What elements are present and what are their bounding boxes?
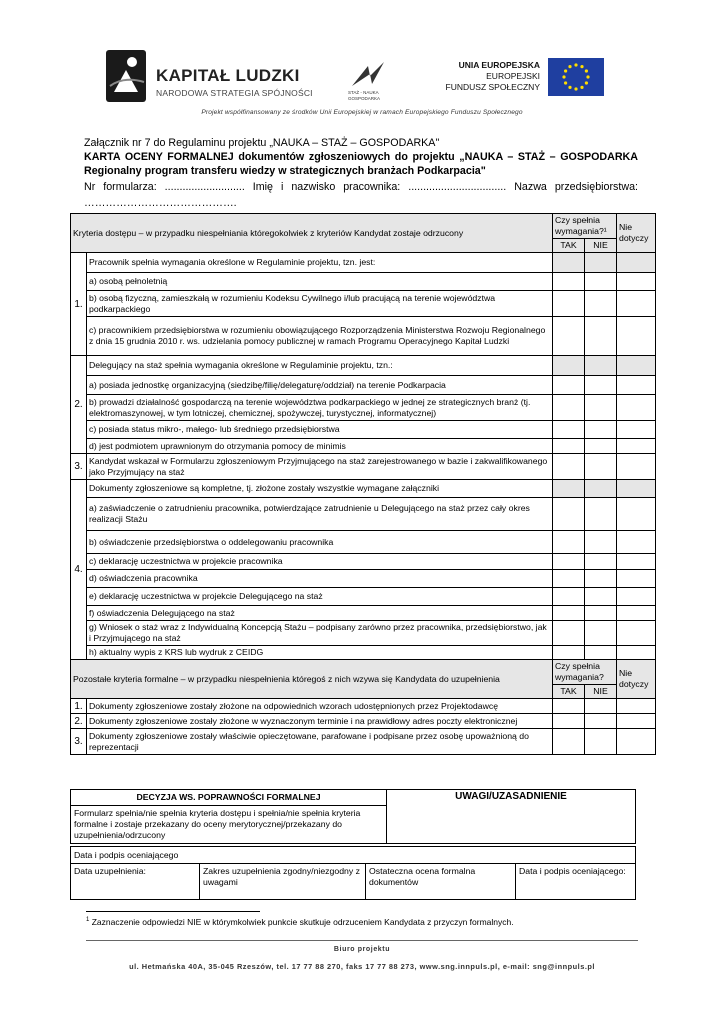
checkbox-tak[interactable] <box>553 421 585 439</box>
project-arrow-icon <box>348 58 388 90</box>
group2-item-c: c) posiada status mikro-, małego- lub średniego przedsiębiorstwa <box>87 421 553 439</box>
project-logo-text1: STAŻ - NAUKA <box>348 90 379 95</box>
checkbox-na[interactable] <box>617 273 656 291</box>
group1-lead-na <box>617 253 656 273</box>
group4-number: 4. <box>71 480 87 660</box>
checkbox-nie[interactable] <box>585 588 617 606</box>
group4-lead-tak <box>553 480 585 498</box>
checkbox-nie[interactable] <box>585 291 617 317</box>
checkbox-tak[interactable] <box>553 439 585 454</box>
date-completion-field[interactable]: Data uzupełnienia: <box>71 864 200 900</box>
checkbox-na[interactable] <box>617 439 656 454</box>
checkbox-na[interactable] <box>617 291 656 317</box>
eu-line-1: UNIA EUROPEJSKA <box>458 60 540 70</box>
group3-number: 3. <box>71 454 87 480</box>
tak-header: TAK <box>553 239 585 253</box>
cofinancing-note: Projekt współfinansowany ze środków Unii Europejskiej w ramach Europejskiego Funduszu Społecznego <box>201 109 523 116</box>
checkbox-nie[interactable] <box>585 454 617 480</box>
meets-header: Czy spełnia wymagania?¹ <box>553 214 617 239</box>
checkbox-na[interactable] <box>617 554 656 570</box>
group4-lead-nie <box>585 480 617 498</box>
checkbox-tak[interactable] <box>553 498 585 531</box>
kapital-ludzki-logo <box>104 46 319 110</box>
card-title-line2: Regionalny program transferu wiedzy w strategicznych branżach Podkarpacia" <box>84 165 486 177</box>
final-rating-field[interactable]: Ostateczna ocena formalna dokumentów <box>366 864 516 900</box>
section2-header: Pozostałe kryteria formalne – w przypadku niespełnienia któregoś z nich wzywa się Kandydata do uzupełnienia <box>71 660 553 699</box>
nie-header: NIE <box>585 239 617 253</box>
checkbox-tak[interactable] <box>553 531 585 554</box>
checkbox-tak[interactable] <box>553 606 585 621</box>
group1-number: 1. <box>71 253 87 356</box>
decision-text: Formularz spełnia/nie spełnia kryteria dostępu i spełnia/nie spełnia kryteria formalne i zostaje przekazany do oceny merytorycznej/przekazany do uzupełnienia/odrzucony <box>71 806 387 844</box>
group4-item-d: d) oświadczenia pracownika <box>87 570 553 588</box>
group2-lead-na <box>617 356 656 376</box>
group4-item-a: a) zaświadczenie o zatrudnieniu pracownika, potwierdzające zatrudnienie u Delegującego na staż przez cały okres realizacji Stażu <box>87 498 553 531</box>
scope-completion-field[interactable]: Zakres uzupełnienia zgodny/niezgodny z uwagami <box>200 864 366 900</box>
checkbox-tak[interactable] <box>553 699 585 714</box>
checkbox-na[interactable] <box>617 621 656 646</box>
checkbox-nie[interactable] <box>585 729 617 755</box>
group1-lead-tak <box>553 253 585 273</box>
checkbox-na[interactable] <box>617 729 656 755</box>
group2-lead-nie <box>585 356 617 376</box>
decision-table <box>70 789 636 844</box>
checkbox-na[interactable] <box>617 395 656 421</box>
project-logo-text2: GOSPODARKA <box>348 96 381 101</box>
form-fields-line: Nr formularza: ........................... Imię i nazwisko pracownika: ................................. Nazwa przedsiębiorstwa: <box>84 181 638 193</box>
other3-number: 3. <box>71 729 87 755</box>
na2-header: Nie dotyczy <box>617 660 656 699</box>
checkbox-tak[interactable] <box>553 454 585 480</box>
checkbox-tak[interactable] <box>553 291 585 317</box>
checkbox-nie[interactable] <box>585 439 617 454</box>
checkbox-nie[interactable] <box>585 498 617 531</box>
group2-item-d: d) jest podmiotem uprawnionym do otrzymania pomocy de minimis <box>87 439 553 454</box>
group4-item-e: e) deklarację uczestnictwa w projekcie Delegującego na staż <box>87 588 553 606</box>
group2-number: 2. <box>71 356 87 454</box>
section1-header: Kryteria dostępu – w przypadku niespełniania któregokolwiek z kryteriów Kandydat zostaje odrzucony <box>71 214 553 253</box>
checkbox-na[interactable] <box>617 376 656 395</box>
group4-item-c: c) deklarację uczestnictwa w projekcie pracownika <box>87 554 553 570</box>
group4-lead-na <box>617 480 656 498</box>
group1-lead: Pracownik spełnia wymagania określone w Regulaminie projektu, tzn. jest: <box>87 253 553 273</box>
checkbox-tak[interactable] <box>553 729 585 755</box>
other2-number: 2. <box>71 714 87 729</box>
checkbox-nie[interactable] <box>585 699 617 714</box>
footer-divider <box>86 940 638 941</box>
checkbox-tak[interactable] <box>553 317 585 356</box>
checkbox-nie[interactable] <box>585 554 617 570</box>
date-sign2-field[interactable]: Data i podpis oceniającego: <box>516 864 636 900</box>
group1-lead-nie <box>585 253 617 273</box>
group1-item-b: b) osobą fizyczną, zamieszkałą w rozumieniu Kodeksu Cywilnego i/lub pracującą na terenie województwa podkarpackiego <box>87 291 553 317</box>
checkbox-tak[interactable] <box>553 273 585 291</box>
checkbox-na[interactable] <box>617 531 656 554</box>
checkbox-na[interactable] <box>617 570 656 588</box>
checkbox-na[interactable] <box>617 454 656 480</box>
card-title-line1: KARTA OCENY FORMALNEJ dokumentów zgłoszeniowych do projektu „NAUKA – STAŻ – GOSPODARKA <box>84 151 638 163</box>
group4-lead: Dokumenty zgłoszeniowe są kompletne, tj. złożone zostały wszystkie wymagane załączniki <box>87 480 553 498</box>
group4-item-b: b) oświadczenie przedsiębiorstwa o oddelegowaniu pracownika <box>87 531 553 554</box>
checkbox-na[interactable] <box>617 699 656 714</box>
checkbox-tak[interactable] <box>553 714 585 729</box>
footer-address: ul. Hetmańska 40A, 35-045 Rzeszów, tel. 17 77 88 270, faks 17 77 88 273, www.sng.innpuls.pl, e-mail: sng@innpuls.pl <box>129 962 595 971</box>
checkbox-nie[interactable] <box>585 317 617 356</box>
signature-table <box>70 846 636 900</box>
group2-lead-tak <box>553 356 585 376</box>
group4-item-f: f) oświadczenia Delegującego na staż <box>87 606 553 621</box>
group1-item-c: c) pracownikiem przedsiębiorstwa w rozumieniu obowiązującego Rozporządzenia Ministerstwa Rozwoju Regionalnego z dnia 15 grudnia 2010 r. ws. udzielania pomocy publicznej w ramach Programu Operacyjnego Kapitał Ludzki <box>87 317 553 356</box>
meets2-header: Czy spełnia wymagania? <box>553 660 617 685</box>
kapital-ludzki-title: KAPITAŁ LUDZKI <box>156 66 300 85</box>
group2-lead: Delegujący na staż spełnia wymagania określone w Regulaminie projektu, tzn.: <box>87 356 553 376</box>
criteria-table <box>70 213 656 755</box>
checkbox-tak[interactable] <box>553 570 585 588</box>
footnote-divider <box>86 911 260 912</box>
group4-item-g: g) Wniosek o staż wraz z Indywidualną Koncepcją Stażu – podpisany zarówno przez pracownika, przedsiębiorstwo, jak i Przyjmującego na staż <box>87 621 553 646</box>
eu-flag-icon <box>548 58 604 96</box>
eu-line-3: FUNDUSZ SPOŁECZNY <box>445 82 540 92</box>
group3-lead: Kandydat wskazał w Formularzu zgłoszeniowym Przyjmującego na staż zarejestrowanego w bazie i zakwalifikowanego jako Przyjmujący na staż <box>87 454 553 480</box>
group2-item-b: b) prowadzi działalność gospodarczą na terenie województwa podkarpackiego w jednej ze strategicznych branż (tj. elektromaszynowej, w tym lotniczej, chemicznej, spożywczej, turystycznej, informatycznej) <box>87 395 553 421</box>
checkbox-tak[interactable] <box>553 621 585 646</box>
checkbox-tak[interactable] <box>553 588 585 606</box>
date-sign-label[interactable]: Data i podpis oceniającego <box>71 847 636 864</box>
kapital-ludzki-subtitle: NARODOWA STRATEGIA SPÓJNOŚCI <box>156 88 313 98</box>
kapital-ludzki-emblem-icon <box>104 46 152 106</box>
project-logo <box>348 58 388 104</box>
checkbox-tak[interactable] <box>553 376 585 395</box>
footer-office: Biuro projektu <box>333 946 391 953</box>
checkbox-na[interactable] <box>617 498 656 531</box>
group4-item-h: h) aktualny wypis z KRS lub wydruk z CEIDG <box>87 646 553 660</box>
checkbox-na[interactable] <box>617 646 656 660</box>
decision-title: DECYZJA WS. POPRAWNOŚCI FORMALNEJ <box>71 790 387 806</box>
attachment-line: Załącznik nr 7 do Regulaminu projektu „NAUKA – STAŻ – GOSPODARKA" <box>84 137 440 149</box>
form-fields-line2: ……………………………………. <box>84 197 237 209</box>
checkbox-nie[interactable] <box>585 570 617 588</box>
eu-line-2: EUROPEJSKI <box>486 71 540 81</box>
remarks-title: UWAGI/UZASADNIENIE <box>387 790 636 844</box>
tak2-header: TAK <box>553 685 585 699</box>
checkbox-nie[interactable] <box>585 621 617 646</box>
checkbox-nie[interactable] <box>585 531 617 554</box>
checkbox-na[interactable] <box>617 588 656 606</box>
checkbox-nie[interactable] <box>585 646 617 660</box>
checkbox-tak[interactable] <box>553 395 585 421</box>
checkbox-nie[interactable] <box>585 421 617 439</box>
group1-item-a: a) osobą pełnoletnią <box>87 273 553 291</box>
footnote <box>86 917 514 927</box>
group2-item-a: a) posiada jednostkę organizacyjną (siedzibę/filię/delegaturę/oddział) na terenie Podkarpacia <box>87 376 553 395</box>
checkbox-tak[interactable] <box>553 646 585 660</box>
checkbox-nie[interactable] <box>585 714 617 729</box>
na-header: Nie dotyczy <box>617 214 656 253</box>
other1-number: 1. <box>71 699 87 714</box>
checkbox-nie[interactable] <box>585 376 617 395</box>
checkbox-nie[interactable] <box>585 273 617 291</box>
checkbox-na[interactable] <box>617 421 656 439</box>
nie2-header: NIE <box>585 685 617 699</box>
checkbox-na[interactable] <box>617 606 656 621</box>
checkbox-tak[interactable] <box>553 554 585 570</box>
other1-text: Dokumenty zgłoszeniowe zostały złożone na odpowiednich wzorach udostępnionych przez Projektodawcę <box>87 699 553 714</box>
footnote-text: Zaznaczenie odpowiedzi NIE w którymkolwiek punkcie skutkuje odrzuceniem Kandydata z przyczyn formalnych. <box>91 917 514 927</box>
checkbox-nie[interactable] <box>585 606 617 621</box>
checkbox-na[interactable] <box>617 714 656 729</box>
checkbox-na[interactable] <box>617 317 656 356</box>
other2-text: Dokumenty zgłoszeniowe zostały złożone w wyznaczonym terminie i na prawidłowy adres poczty elektronicznej <box>87 714 553 729</box>
other3-text: Dokumenty zgłoszeniowe zostały właściwie opieczętowane, parafowane i podpisane przez osobę upoważnioną do reprezentacji <box>87 729 553 755</box>
checkbox-nie[interactable] <box>585 395 617 421</box>
footnote-mark: 1 <box>86 917 90 924</box>
eu-text-block <box>430 60 540 93</box>
